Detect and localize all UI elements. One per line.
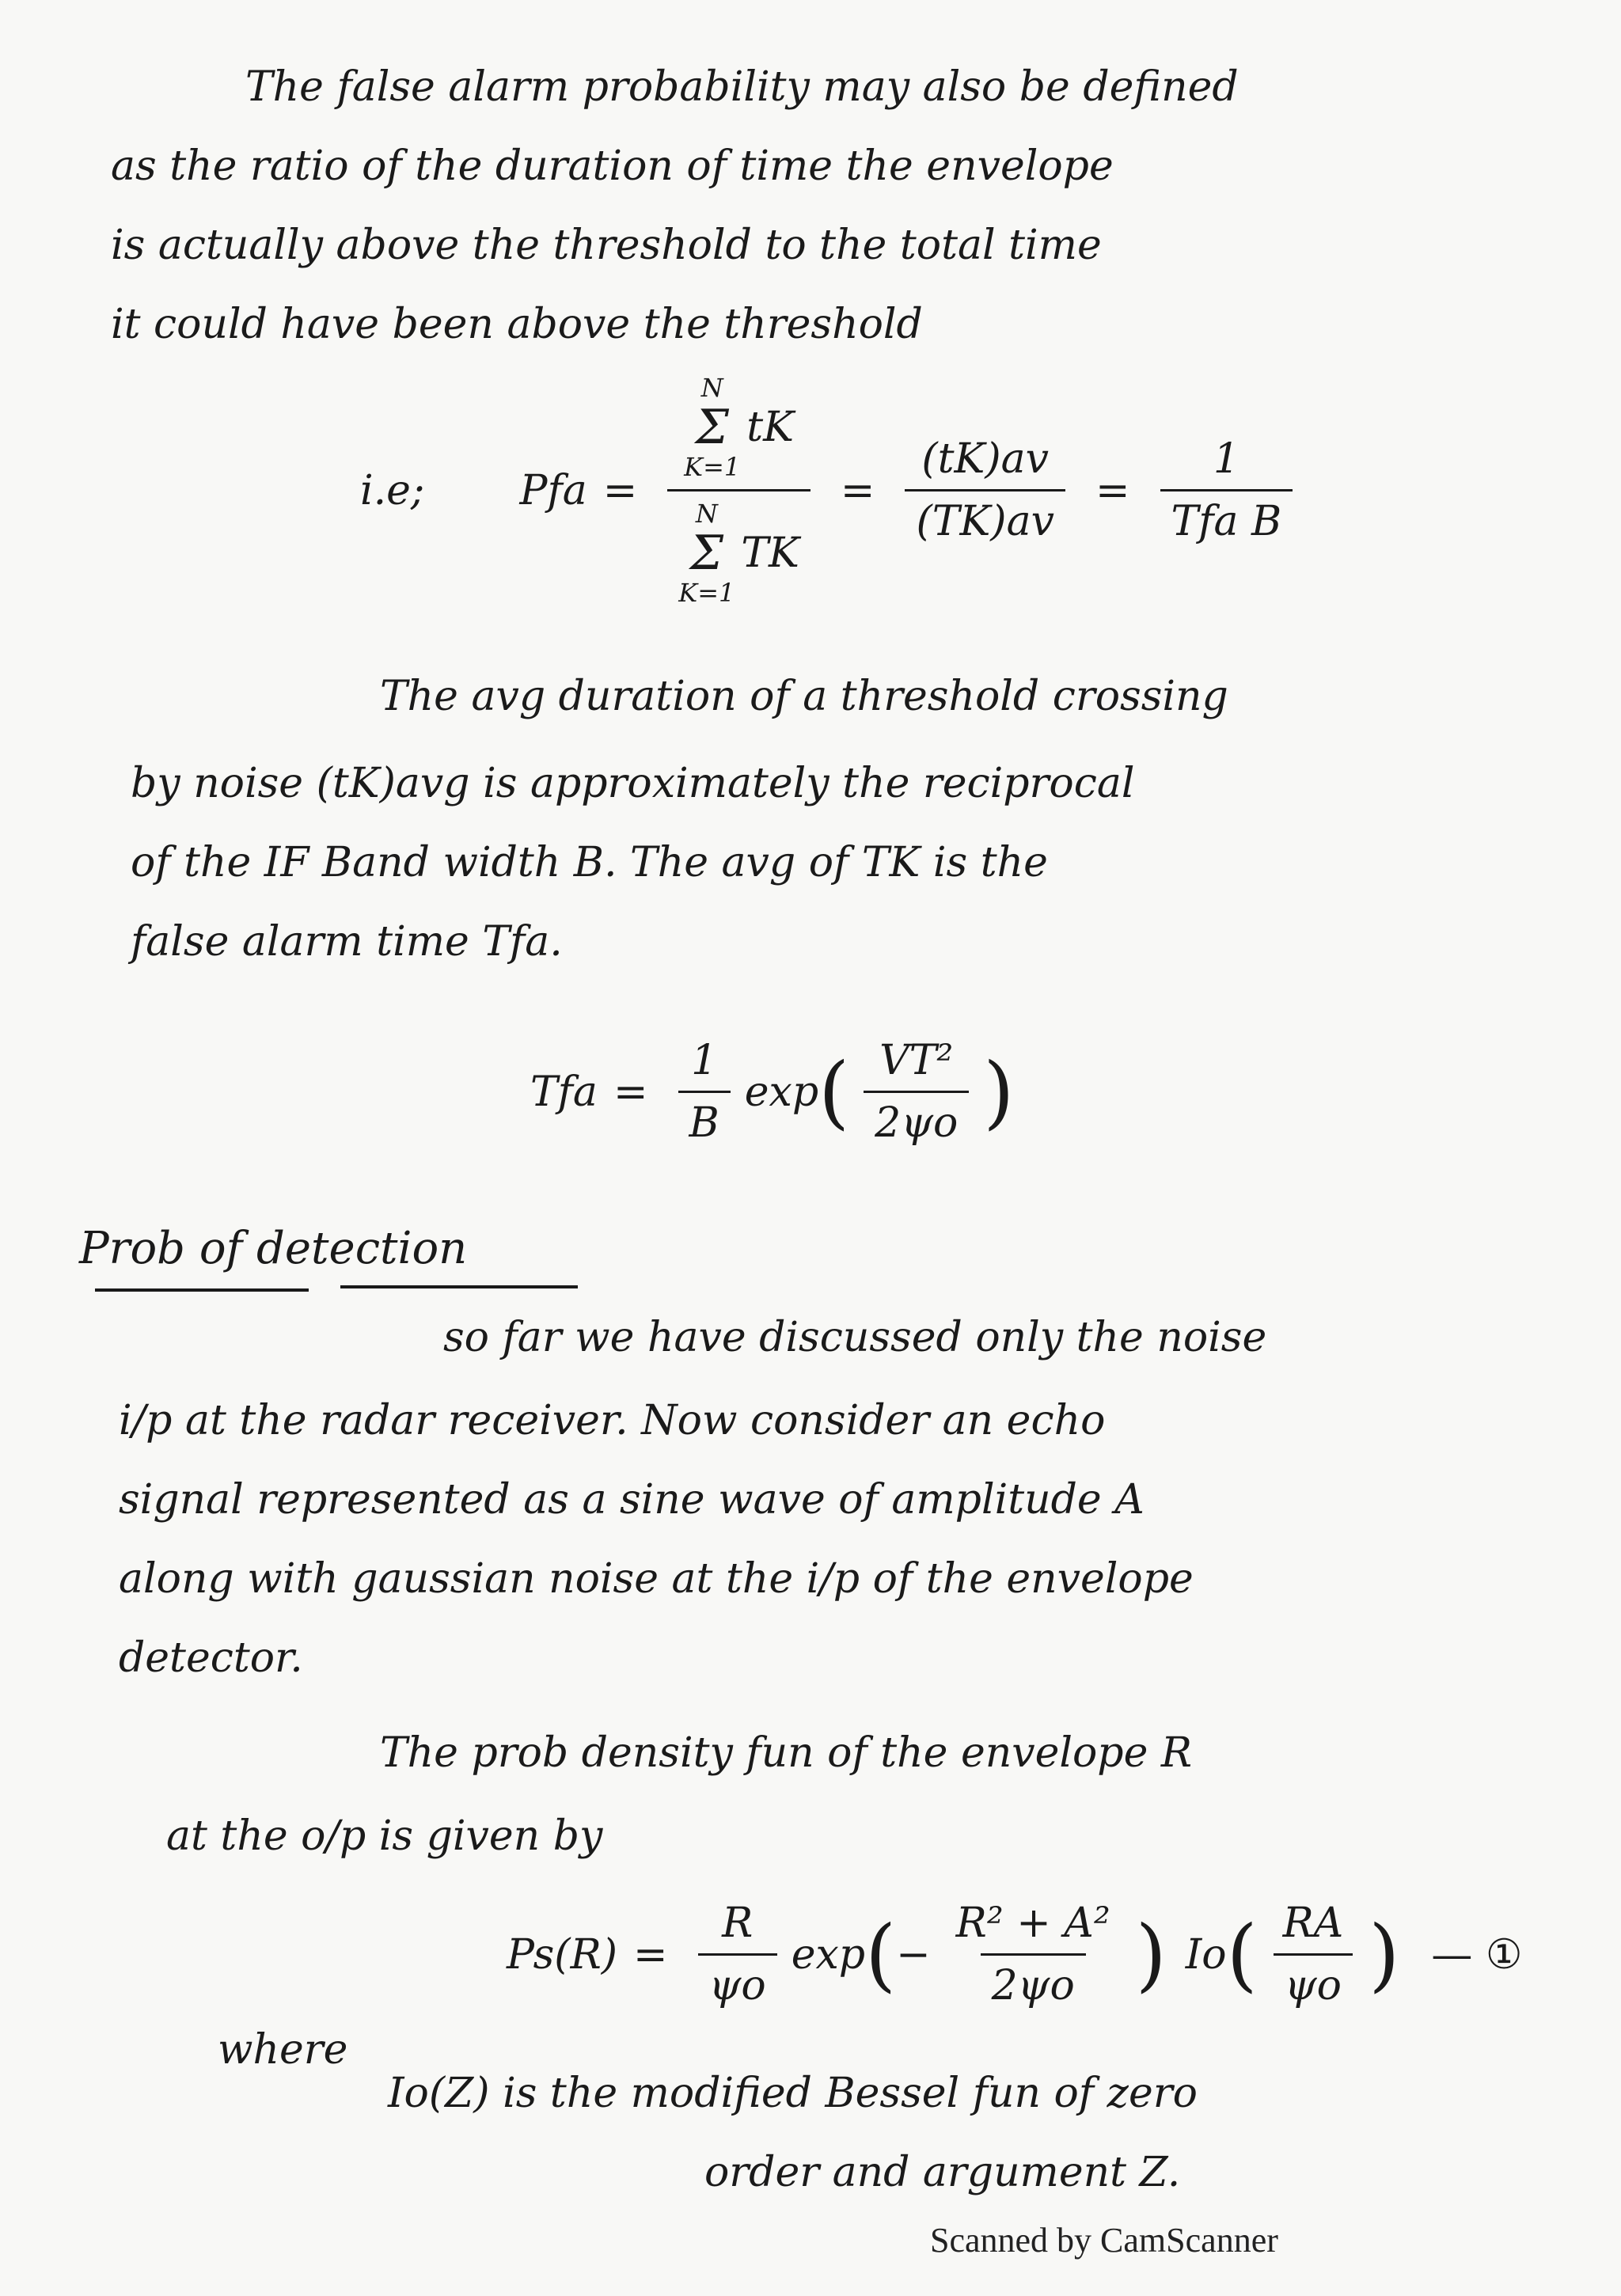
section-heading: Prob of detection (79, 1223, 468, 1274)
right-paren: ) (1135, 1907, 1167, 2001)
equals-sign: = (613, 1068, 648, 1116)
equation-lead: i.e; (360, 466, 425, 514)
paragraph-false-alarm-definition (245, 47, 1239, 127)
equals-sign: = (633, 1930, 668, 1979)
equals-sign: = (840, 466, 875, 514)
paragraph-avg-duration-cont (131, 744, 1134, 981)
text-line: at the o/p is given by (166, 1812, 603, 1860)
paragraph-false-alarm-definition-cont (111, 127, 1114, 364)
text-line: false alarm time Tfa. (131, 918, 563, 966)
fraction-r-over-psi: $\frac{R}{\psi o}$ (698, 1899, 777, 2009)
paragraph-pdf-envelope-cont (166, 1797, 602, 1876)
minus-sign: − (896, 1930, 931, 1979)
fraction-exp-argument: $\frac{\text{VT²}}{2\psi o}$ (864, 1037, 969, 1147)
text-line: i/p at the radar receiver. Now consider an echo (119, 1397, 1106, 1444)
left-paren: ( (865, 1907, 897, 2001)
text-line: along with gaussian noise at the i/p of the envelope (119, 1555, 1194, 1603)
term-tk: tK (746, 404, 794, 451)
fraction-exp-argument: $\frac{\text{R² + A²}}{2\psi o}$ (955, 1899, 1110, 2009)
scanner-watermark: Scanned by CamScanner (930, 2221, 1278, 2260)
text-line: The prob density fun of the envelope R (380, 1729, 1193, 1777)
pfa-symbol: Pfa (519, 466, 587, 514)
bessel-symbol: Io (1185, 1930, 1227, 1979)
ps-symbol: Ps(R) (507, 1930, 618, 1979)
equals-sign: = (1095, 466, 1130, 514)
heading-underline (95, 1288, 309, 1292)
text-line: signal represented as a sine wave of amplitude A (119, 1476, 1145, 1524)
text-line: The false alarm probability may also be defined (245, 63, 1239, 111)
equals-sign: = (602, 466, 638, 514)
left-paren: ( (818, 1045, 850, 1138)
paragraph-avg-duration (380, 657, 1228, 736)
fraction-one-over-b: $\frac{1}{B}$ (678, 1037, 731, 1147)
heading-underline-2 (340, 1285, 578, 1288)
exp-function: exp (791, 1930, 866, 1979)
fraction-bessel-argument: $\frac{RA}{\psi o}$ (1272, 1899, 1355, 2009)
right-paren: ) (1369, 1907, 1400, 2001)
text-line: is actually above the threshold to the total time (111, 222, 1102, 269)
left-paren: ( (1226, 1907, 1258, 2001)
text-line: of the IF Band width B. The avg of TK is the (131, 839, 1048, 886)
equation-ps-r (507, 1899, 1522, 2009)
text-line: detector. (119, 1634, 303, 1682)
fraction-sum-ratio (667, 372, 810, 609)
equation-number-tag: — ① (1431, 1930, 1523, 1979)
text-line: order and argument Z. (704, 2149, 1181, 2196)
text-line: it could have been above the threshold (111, 301, 923, 348)
text-line: as the ratio of the duration of time the envelope (111, 142, 1114, 190)
summation-bottom: N Σ K=1 (678, 499, 735, 608)
equation-pfa (360, 372, 1307, 609)
term-TK: TK (741, 529, 799, 577)
equation-tfa (530, 1037, 1014, 1147)
paragraph-echo-signal-cont (119, 1381, 1194, 1698)
paragraph-bessel-definition (388, 2054, 1198, 2212)
text-line: so far we have discussed only the noise (443, 1314, 1267, 1361)
text-line: Io(Z) is the modified Bessel fun of zero (388, 2070, 1198, 2117)
tfa-symbol: Tfa (530, 1068, 598, 1116)
paragraph-echo-signal (443, 1298, 1266, 1377)
fraction-reciprocal: $\frac{1}{\text{Tfa B}}$ (1160, 435, 1293, 545)
where-label: where (218, 2026, 348, 2074)
exp-function: exp (744, 1068, 819, 1116)
fraction-average-ratio: $\frac{(tK)av}{(TK)av}$ (905, 435, 1065, 545)
paragraph-pdf-envelope (380, 1713, 1192, 1793)
summation-top: N Σ K=1 (684, 373, 741, 482)
text-line: by noise (tK)avg is approximately the reciprocal (131, 760, 1135, 807)
right-paren: ) (983, 1045, 1015, 1138)
text-line: The avg duration of a threshold crossing (380, 673, 1228, 720)
